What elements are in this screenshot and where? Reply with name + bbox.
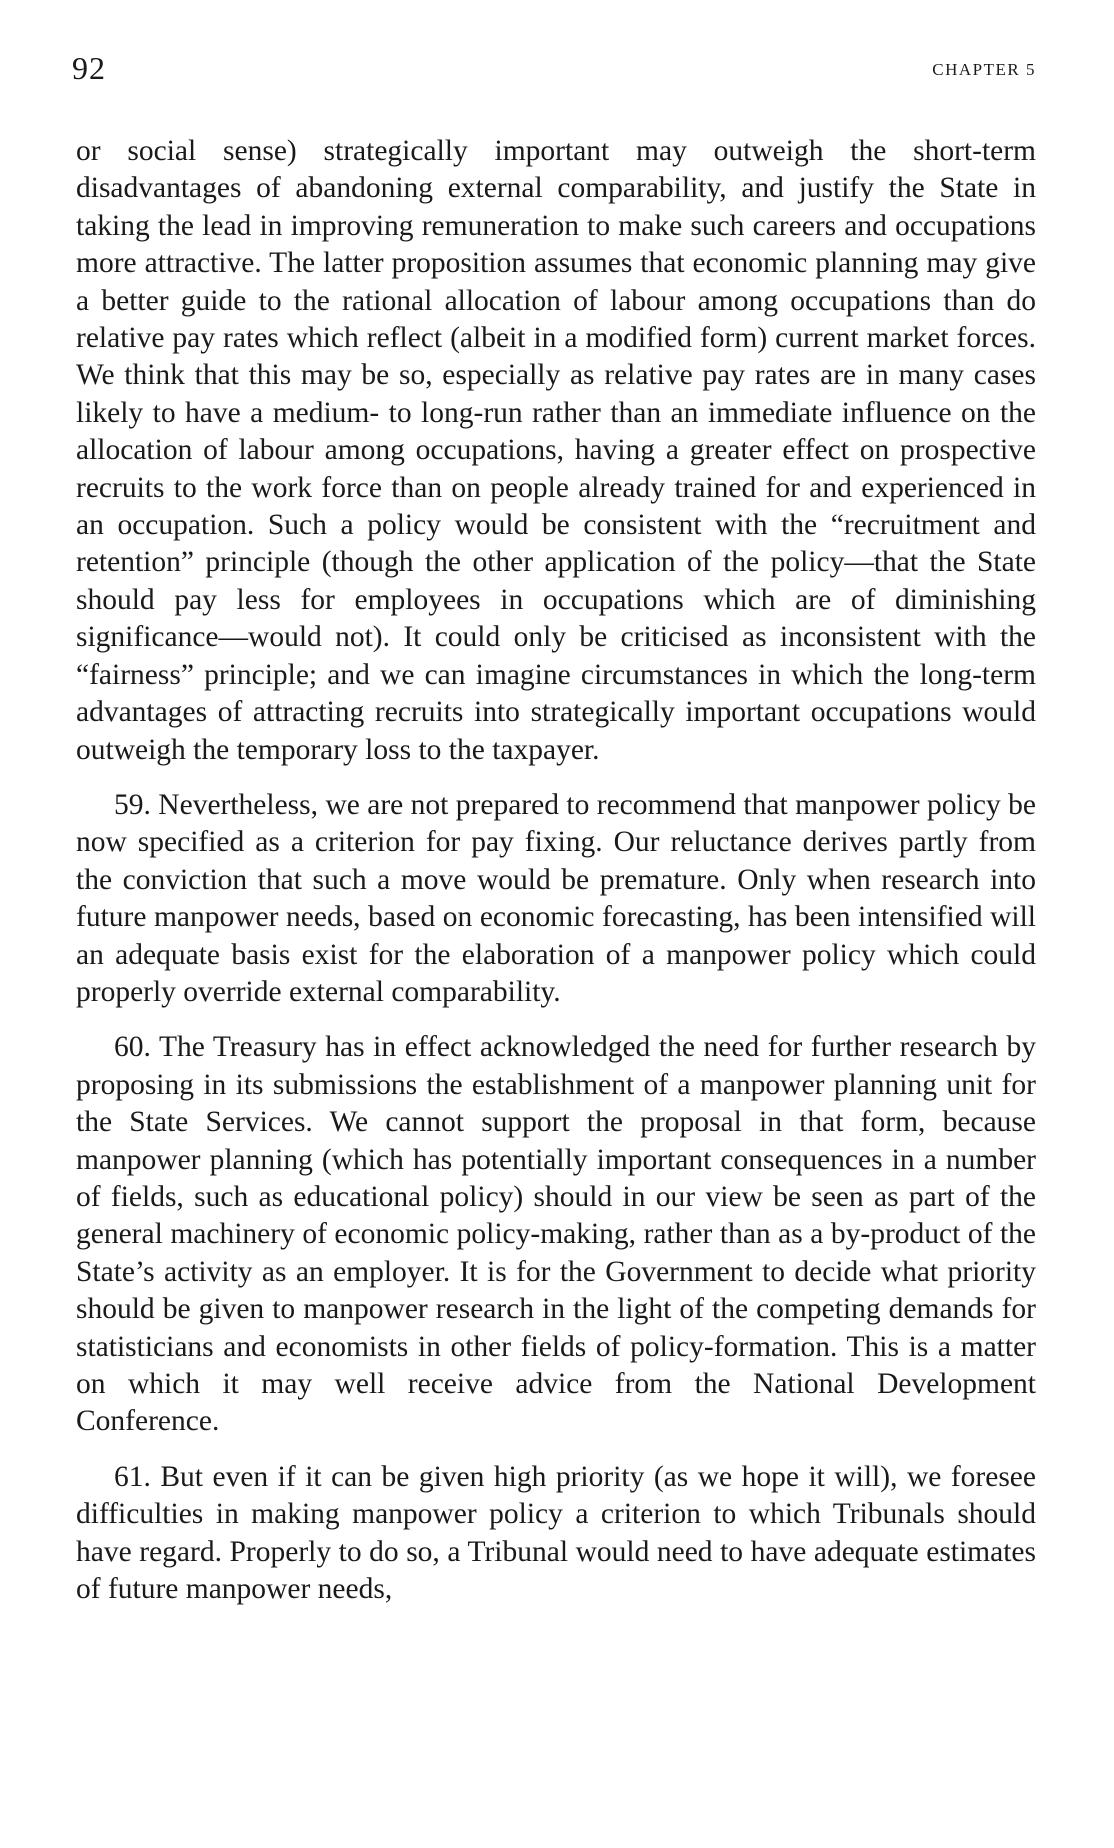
body-text [76,133,1036,1608]
paragraph-61: 61. But even if it can be given high priority (as we hope it will), we foresee difficulties in making manpower policy a criterion to which Tribunals should have regard. Properly to do so, a Tribunal would need to have adequate estimates of future manpower needs, [76,1460,1036,1606]
paragraph-60: 60. The Treasury has in effect acknowledged the need for further research by proposing in its submissions the establishment of a manpower planning unit for the State Services. We cannot support the proposal in that form, because manpower planning (which has potentially important consequences in a number of fields, such as educational policy) should in our view be seen as part of the general machinery of economic policy-making, rather than as a by-product of the State’s activity as an employer. It is for the Government to decide what priority should be given to manpower research in the light of the competing demands for statisticians and economists in other fields of policy-formation. This is a matter on which it may well receive advice from the National Development Conference. [76,1031,1036,1438]
chapter-running-head: CHAPTER 5 [932,60,1036,79]
paragraph-59: 59. Nevertheless, we are not prepared to recommend that manpower policy be now specified as a criterion for pay fixing. Our reluctance derives partly from the conviction that such a move would be premature. Only when research into future manpower needs, based on economic forecasting, has been intensified will an adequate basis exist for the elaboration of a manpower policy which could properly override external comparability. [76,788,1036,1008]
page-header [72,50,1036,90]
page-number: 92 [72,50,106,86]
paragraph-58-continued: or social sense) strategically important may outweigh the short-term disadvantages of abandoning external comparability, and justify the State in taking the lead in improving remuneration to make such careers and occupations more attractive. The latter proposition assumes that economic planning may give a better guide to the rational allocation of labour among occupations than do relative pay rates which reflect (albeit in a modified form) current market forces. We think that this may be so, especially as relative pay rates are in many cases likely to have a medium- to long-run rather than an immediate influence on the allocation of labour among occupations, having a greater effect on prospective recruits to the work force than on people already trained for and experienced in an occupation. Such a policy would be consistent with the “recruitment and retention” principle (though the other application of the policy—that the State should pay less for employees in occupations which are of diminishing significance—would not). It could only be criticised as inconsistent with the “fairness” principle; and we can imagine circumstances in which the long-term advantages of attracting recruits into strategically important occupations would outweigh the temporary loss to the taxpayer. [76,135,1036,766]
